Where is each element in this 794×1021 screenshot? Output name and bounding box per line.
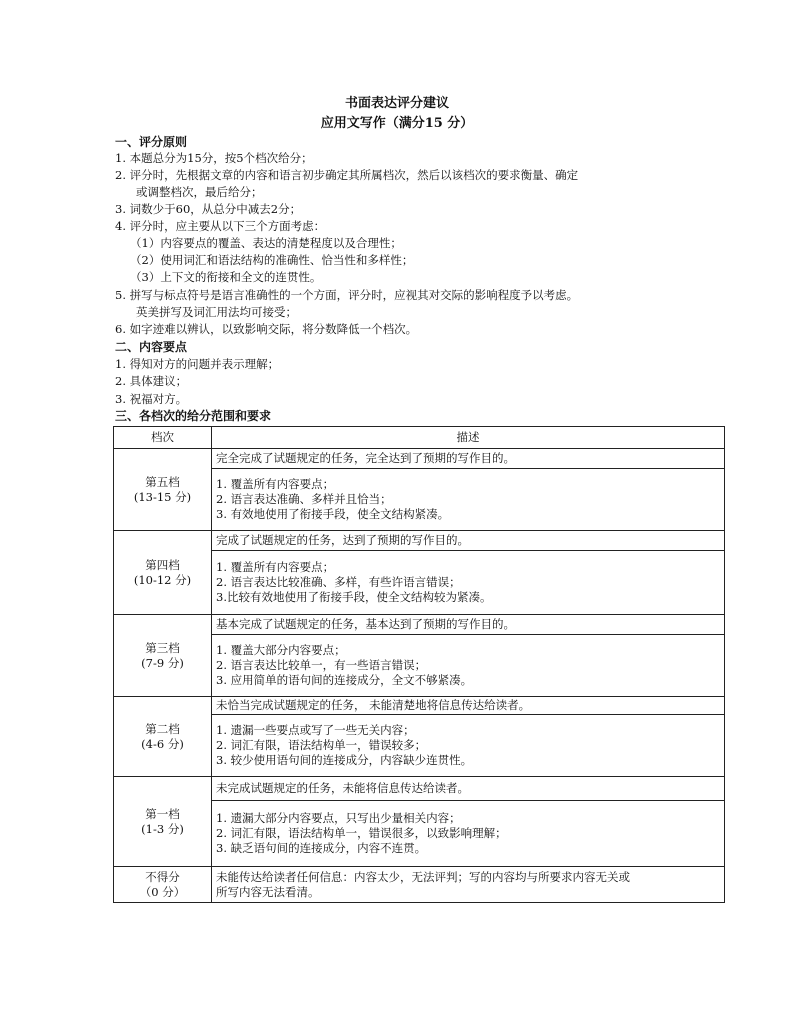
column-header-description: 描述: [212, 427, 725, 449]
table-row: [114, 867, 725, 903]
level-summary: 基本完成了试题规定的任务，基本达到了预期的写作目的。: [212, 615, 725, 635]
level-range: (4-6 分): [141, 736, 184, 751]
criterion: 2. 词汇有限，语法结构单一，错误很多，以致影响理解；: [216, 826, 507, 840]
level-summary: 完全完成了试题规定的任务，完全达到了预期的写作目的。: [212, 449, 725, 469]
principle-line: 1. 本题总分为15分，按5个档次给分；: [115, 151, 313, 165]
level-summary: 完成了试题规定的任务，达到了预期的写作目的。: [212, 531, 725, 551]
principle-line: 3. 词数少于60，从总分中减去2分；: [115, 202, 302, 216]
table-row: [114, 697, 725, 715]
level-criteria: [212, 635, 725, 697]
level-name: 不得分: [145, 869, 180, 884]
level-name: 第五档: [145, 474, 180, 489]
level-name: 第二档: [145, 721, 180, 736]
content-point: 1. 得知对方的问题并表示理解；: [115, 357, 280, 371]
level-criteria: [212, 801, 725, 867]
principle-line: 5. 拼写与标点符号是语言准确性的一个方面，评分时，应视其对交际的影响程度予以考虑。: [115, 288, 579, 302]
principle-line: 或调整档次，最后给分；: [136, 185, 263, 199]
criterion: 1. 覆盖大部分内容要点；: [216, 643, 346, 657]
level-range: (7-9 分): [141, 655, 184, 670]
level-range: (13-15 分): [133, 489, 192, 504]
description-line: 未能传达给读者任何信息：内容太少，无法评判；写的内容均与所要求内容无关或: [216, 869, 630, 884]
level-summary: 未完成试题规定的任务，未能将信息传达给读者。: [212, 777, 725, 801]
principle-subline: （2）使用词汇和语法结构的准确性、恰当性和多样性；: [130, 253, 414, 267]
level-range: (1-3 分): [141, 821, 184, 836]
criterion: 3. 有效地使用了衔接手段，使全文结构紧凑。: [216, 507, 450, 521]
section-heading-content-points: 二、内容要点: [115, 340, 188, 354]
level-criteria: [212, 469, 725, 531]
level-range: (10-12 分): [133, 572, 192, 587]
level-criteria: [212, 715, 725, 777]
description-line: 所写内容无法看清。: [216, 884, 320, 899]
criterion: 1. 遗漏一些要点或写了一些无关内容；: [216, 723, 415, 737]
level-cell: [114, 867, 212, 903]
criterion: 1. 覆盖所有内容要点；: [216, 560, 335, 574]
section-heading-grading-levels: 三、各档次的给分范围和要求: [115, 409, 272, 423]
criterion: 1. 覆盖所有内容要点；: [216, 477, 335, 491]
level-criteria: [212, 551, 725, 615]
criterion: 2. 语言表达比较单一，有一些语言错误；: [216, 658, 427, 672]
section-heading-principles: 一、评分原则: [115, 135, 188, 149]
table-row: [114, 449, 725, 469]
criterion: 2. 词汇有限，语法结构单一，错误较多；: [216, 738, 427, 752]
table-row: [114, 531, 725, 551]
principle-line: 6. 如字迹难以辨认，以致影响交际，将分数降低一个档次。: [115, 322, 418, 336]
level-range: （0 分）: [139, 884, 186, 899]
level-cell: [114, 449, 212, 531]
level-name: 第三档: [145, 640, 180, 655]
level-cell: [114, 697, 212, 777]
principle-subline: （3）上下文的衔接和全文的连贯性。: [130, 270, 322, 284]
principle-line: 英美拼写及词汇用法均可接受；: [136, 305, 297, 319]
level-name: 第四档: [145, 557, 180, 572]
table-header-row: [114, 427, 725, 449]
criterion: 1. 遗漏大部分内容要点，只写出少量相关内容；: [216, 811, 461, 825]
principle-line: 4. 评分时，应主要从以下三个方面考虑：: [115, 219, 326, 233]
grading-table: [113, 426, 725, 903]
level-cell: [114, 531, 212, 615]
principle-line: 2. 评分时，先根据文章的内容和语言初步确定其所属档次，然后以该档次的要求衡量、确定: [115, 168, 579, 182]
criterion: 2. 语言表达比较准确、多样，有些许语言错误；: [216, 575, 461, 589]
criterion: 3. 应用简单的语句间的连接成分，全文不够紧凑。: [216, 673, 473, 687]
document-subtitle: 应用文写作（满分15 分）: [320, 116, 474, 131]
criterion: 2. 语言表达准确、多样并且恰当；: [216, 492, 392, 506]
criterion: 3. 较少使用语句间的连接成分，内容缺少连贯性。: [216, 753, 473, 767]
table-row: [114, 777, 725, 801]
column-header-level: 档次: [114, 427, 212, 449]
level-summary: 未恰当完成试题规定的任务， 未能清楚地将信息传达给读者。: [212, 697, 725, 715]
level-cell: [114, 777, 212, 867]
criterion: 3. 缺乏语句间的连接成分，内容不连贯。: [216, 841, 427, 855]
table-row: [114, 615, 725, 635]
level-cell: [114, 615, 212, 697]
principle-subline: （1）内容要点的覆盖、表达的清楚程度以及合理性；: [130, 236, 402, 250]
level-name: 第一档: [145, 806, 180, 821]
criterion: 3.比较有效地使用了衔接手段，使全文结构较为紧凑。: [216, 590, 492, 604]
document-title: 书面表达评分建议: [344, 96, 449, 111]
no-score-description: [212, 867, 725, 903]
content-point: 2. 具体建议；: [115, 374, 188, 388]
content-point: 3. 祝福对方。: [115, 392, 188, 406]
